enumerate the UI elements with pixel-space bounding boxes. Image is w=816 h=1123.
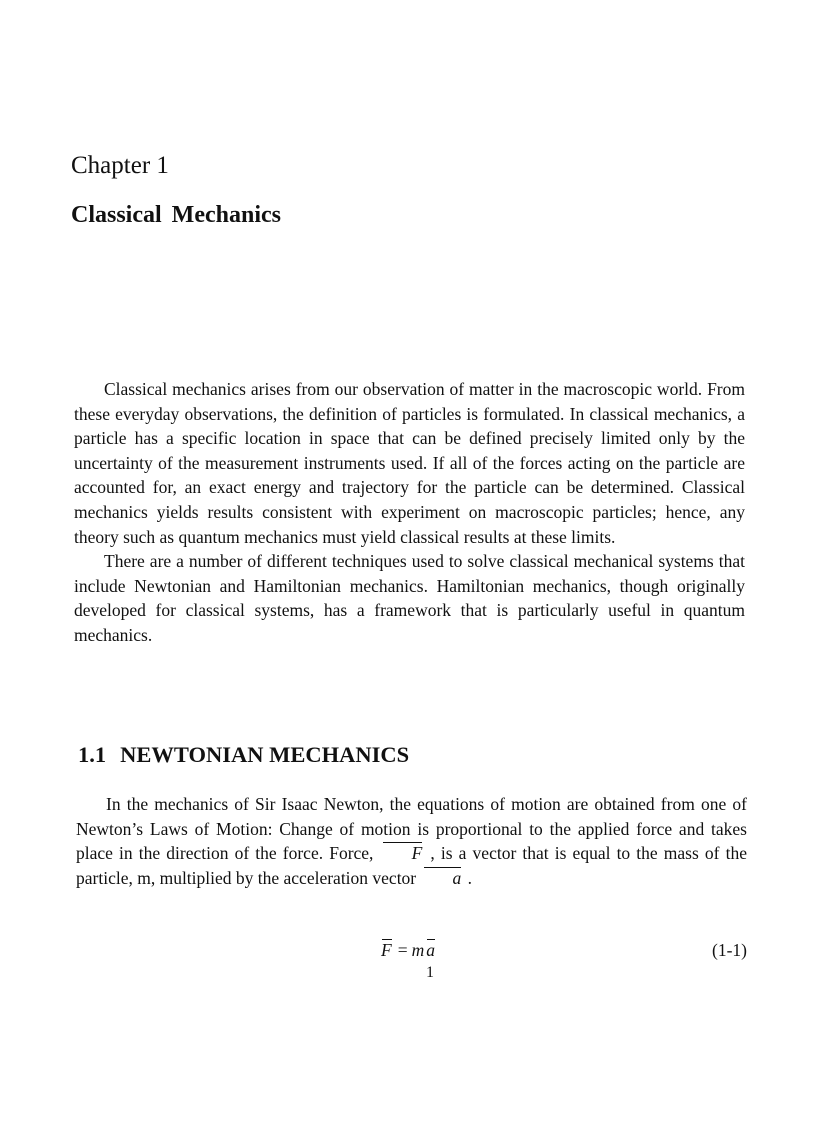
newton-paragraph <box>76 792 747 890</box>
section-number: 1.1 <box>78 742 107 767</box>
equation-accel-symbol: a <box>426 940 435 960</box>
chapter-label: Chapter 1 <box>71 152 169 179</box>
equation-force-symbol: F <box>381 940 392 960</box>
equation-mass-symbol: m <box>411 940 425 960</box>
newton-text-before-force: In the mechanics of Sir Isaac Newton, the equations of motion are obtained from one of Newton’s Laws of Motion: Change of motion is proportional to the applied force and takes place in the direction of the force. Force, <box>76 794 747 864</box>
intro-paragraph-1: Classical mechanics arises from our observation of matter in the macroscopic world. From these everyday observations, the definition of particles is formulated. In classical mechanics, a particle has a specific location in space that can be defined precisely limited only by the uncertainty of the measurement instruments used. If all of the forces acting on the particle are accounted for, an exact energy and trajectory for the particle can be determined. Classical mechanics yields results consistent with experiment on macroscopic particles; hence, any theory such as quantum mechanics must yield classical results at these limits. <box>74 379 745 547</box>
section-heading <box>78 740 409 770</box>
intro-paragraph-2: There are a number of different techniques used to solve classical mechanical systems that include Newtonian and Hamiltonian mechanics. Hamiltonian mechanics, though originally developed for classical systems, has a framework that is particularly useful in quantum mechanics. <box>74 551 745 645</box>
section-title: NEWTONIAN MECHANICS <box>120 742 410 767</box>
force-vector-symbol: F <box>380 841 425 866</box>
chapter-title: Classical Mechanics <box>71 202 281 228</box>
newton-text-end: . <box>467 867 473 888</box>
intro-text <box>74 377 745 648</box>
newton-text-after-force: , is a vector that is equal to the mass of the particle, m, multiplied by the acceleration vector <box>76 843 747 888</box>
equation-equals-sign: = <box>397 940 408 960</box>
page-number: 1 <box>426 964 434 981</box>
equation <box>379 938 437 962</box>
equation-number: (1-1) <box>712 940 747 960</box>
acceleration-vector-symbol: a <box>421 866 464 891</box>
newton-text <box>76 792 747 890</box>
